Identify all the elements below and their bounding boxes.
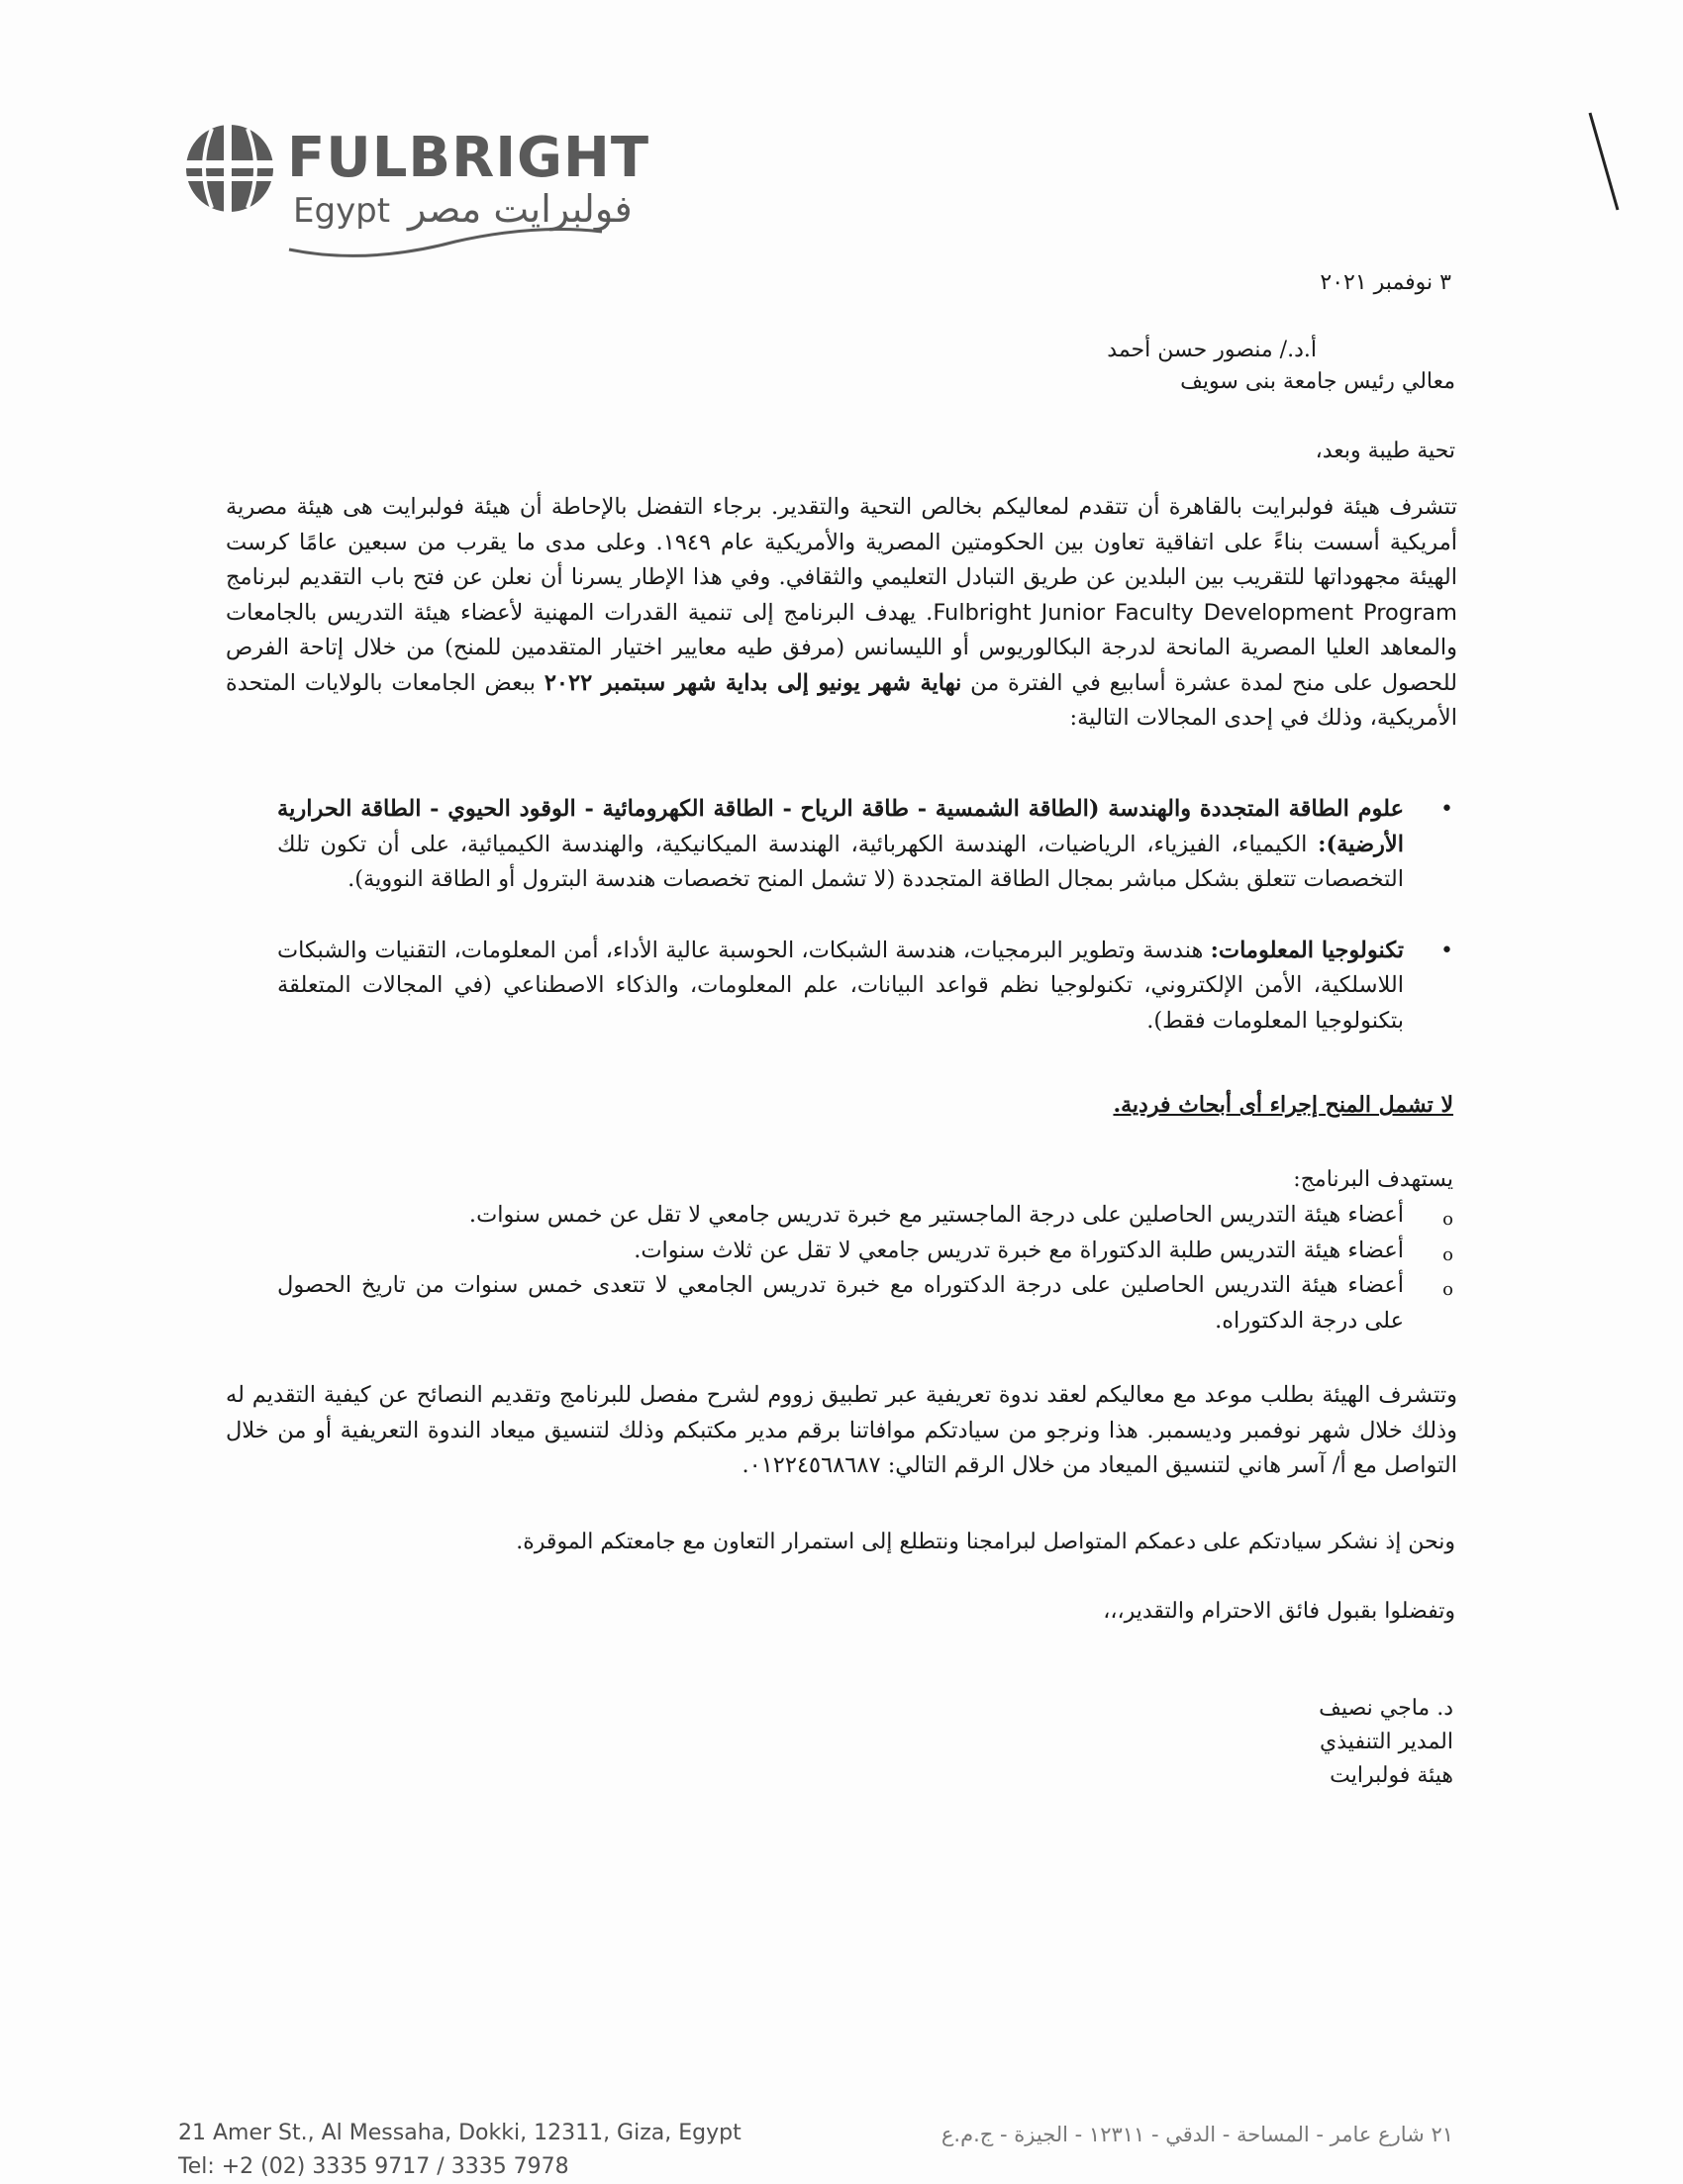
intro-part1: تتشرف هيئة فولبرايت بالقاهرة أن تتقدم لمعاليكم بخالص التحية والتقدير. برجاء التفضل بالإحاطة أن هيئة فولبرايت هى هيئة مصرية أمريكية أسست بناءً على اتفاقية تعاون بين الحكومتين المصرية والأمريكية عام ١٩٤٩. وعلى مدى ما يقرب من سبعين عامًا كرست الهيئة مجهوداتها للتقريب بين البلدين عن طريق التبادل التعليمي والثقافي. وفي هذا الإطار يسرنا أن نعلن عن فتح باب التقديم لبرنامج — [226, 494, 1458, 590]
intro-part2: . يهدف البرنامج إلى تنمية القدرات المهنية لأعضاء هيئة التدريس بالجامعات والمعاهد العليا المصرية المانحة لدرجة البكالوريوس أو الليسانس (مرفق طيه معايير اختيار المتقدمين للمنح) من خلال إتاحة الفرص للحصول على منح لمدة عشرة أسابيع في الفترة من — [226, 599, 1458, 696]
list-item — [277, 934, 1457, 1040]
footer-phone: Tel: +2 (02) 3335 9717 / 3335 7978 — [178, 2154, 569, 2179]
program-name: Fulbright Junior Faculty Development Program — [933, 599, 1457, 626]
fields-list — [277, 792, 1457, 1039]
meeting-request: وتتشرف الهيئة بطلب موعد مع معاليكم لعقد ندوة تعريفية عبر تطبيق زووم لشرح مفصل للبرنامج وتقديم النصائح عن كيفية التقديم له وذلك خلال شهر نوفمبر وديسمبر. هذا ونرجو من سيادتكم موافاتنا برقم مدير مكتبكم وذلك لتنسيق ميعاد الندوة التعريفية أو من خلال التواصل مع أ/ آسر هاني لتنسيق الميعاد من خلال الرقم التالي: ٠١٢٢٤٥٦٨٦٨٧. — [226, 1382, 1457, 1478]
fulbright-logo — [178, 117, 650, 265]
footer-address: 21 Amer St., Al Messaha, Dokki, 12311, Giza, Egypt — [178, 2121, 742, 2145]
intro-paragraph — [226, 490, 1457, 737]
recipient-name: أ.د./ منصور حسن أحمد — [1107, 338, 1317, 362]
target-list — [277, 1198, 1457, 1339]
logo-brand: FULBRIGHT — [287, 126, 650, 190]
letter-date: ٣ نوفمبر ٢٠٢١ — [1320, 270, 1451, 295]
intro-part3: ببعض الجامعات بالولايات المتحدة الأمريكية، وذلك في إحدى المجالات التالية: — [226, 669, 1457, 731]
closing: وتفضلوا بقبول فائق الاحترام والتقدير،،، — [1103, 1599, 1455, 1624]
logo-arabic-brand: فولبرايت مصر — [408, 187, 633, 231]
footer-arabic-address: ٢١ شارع عامر - المساحة - الدقي - ١٢٣١١ - الجيزة - ج.م.ع — [940, 2123, 1453, 2146]
list-item — [277, 792, 1457, 898]
swoosh-decoration — [287, 220, 604, 259]
signature-org: هيئة فولبرايت — [1330, 1763, 1453, 1788]
signature-name: د. ماجي نصيف — [1319, 1696, 1453, 1721]
greeting: تحية طيبة وبعد، — [1315, 439, 1455, 463]
pen-mark-decoration — [1584, 107, 1624, 216]
grant-period: نهاية شهر يونيو إلى بداية شهر سبتمبر ٢٠٢٢ — [544, 669, 962, 696]
list-item: o أعضاء هيئة التدريس الحاصلين على درجة الماجستير مع خبرة تدريس جامعي لا تقل عن خمس سنوات. — [277, 1198, 1457, 1234]
globe-icon — [182, 121, 277, 216]
thanks-paragraph: ونحن إذ نشكر سيادتكم على دعمكم المتواصل لبرامجنا ونتطلع إلى استمرار التعاون مع جامعتكم الموقرة. — [516, 1530, 1455, 1554]
field-title: تكنولوجيا المعلومات: — [1210, 937, 1405, 963]
logo-country: Egypt — [293, 191, 391, 231]
field-body: الكيمياء، الفيزياء، الرياضيات، الهندسة الكهربائية، الهندسة الميكانيكية، والهندسة الكيميائية، على أن تكون تلك التخصصات تتعلق بشكل مباشر بمجال الطاقة المتجددة (لا تشمل المنح تخصصات هندسة البترول أو الطاقة النووية). — [277, 831, 1404, 892]
footer-english — [178, 2117, 742, 2184]
recipient-title: معالي رئيس جامعة بنى سويف — [1180, 369, 1455, 394]
list-item: o أعضاء هيئة التدريس طلبة الدكتوراة مع خبرة تدريس جامعي لا تقل عن ثلاث سنوات. — [277, 1234, 1457, 1269]
list-item: o أعضاء هيئة التدريس الحاصلين على درجة الدكتوراه مع خبرة تدريس الجامعي لا تتعدى خمس سنوات من تاريخ الحصول على درجة الدكتوراه. — [277, 1268, 1457, 1339]
target-heading: يستهدف البرنامج: — [1293, 1167, 1453, 1192]
field-title: علوم الطاقة المتجددة والهندسة (الطاقة الشمسية - طاقة الرياح - الطاقة الكهرومائية - الوقود الحيوي - الطاقة الحرارية الأرضية): — [277, 796, 1404, 857]
field-body: هندسة وتطوير البرمجيات، هندسة الشبكات، الحوسبة عالية الأداء، أمن المعلومات، التقنيات والشبكات اللاسلكية، الأمن الإلكتروني، تكنولوجيا نظم قواعد البيانات، علم المعلومات، والذكاء الاصطناعي (في المجالات المتعلقة بتكنولوجيا المعلومات فقط). — [277, 937, 1404, 1034]
no-research-note: لا تشمل المنح إجراء أى أبحاث فردية. — [1113, 1092, 1453, 1118]
signature-title: المدير التنفيذي — [1320, 1730, 1453, 1754]
